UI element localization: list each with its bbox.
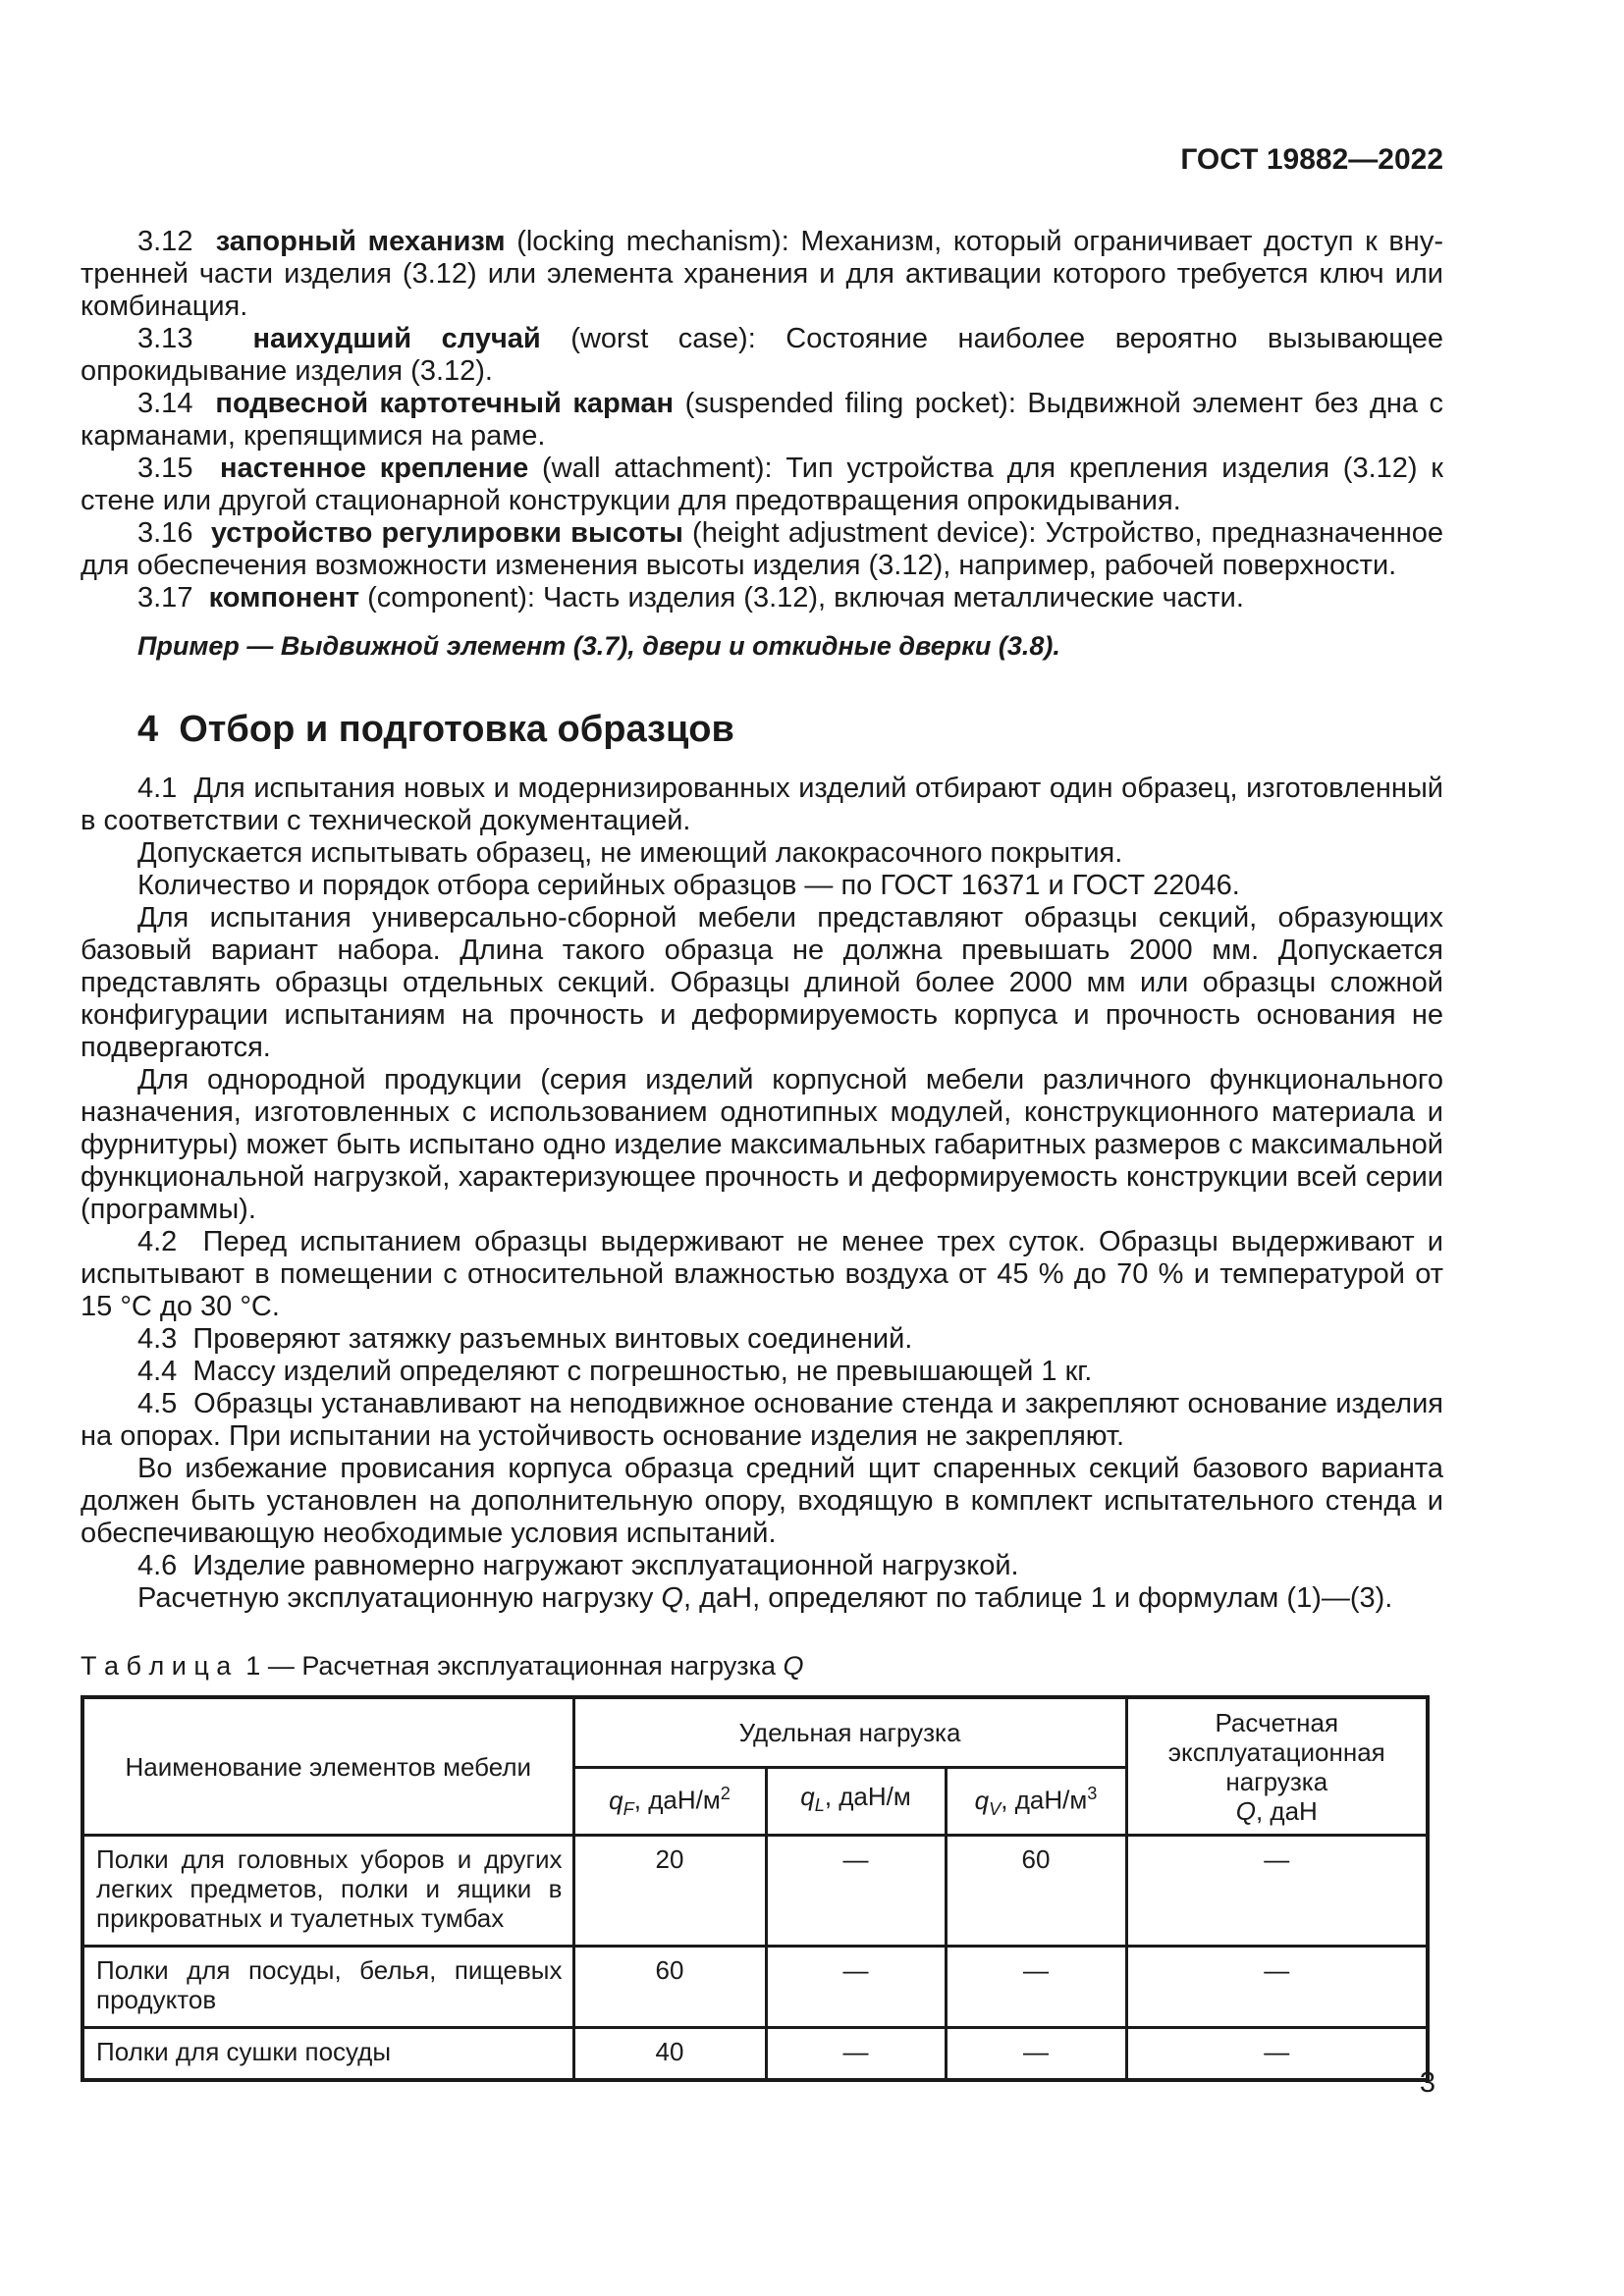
cell-ql-2: — (766, 1947, 946, 2028)
cell-q-3: — (1126, 2028, 1428, 2081)
paragraph-3-16: 3.16 устройство регулировки высоты (height adjustment device): Устройство, предназначенное для обеспечения возможности изменения высоты изделия (3.12), например, рабочей поверхности. (81, 517, 1443, 581)
col-header-specific-load-group: Удельная нагрузка (573, 1697, 1126, 1768)
cell-ql-1: — (766, 1836, 946, 1947)
table-row-shelves-drying (82, 2028, 1428, 2081)
paragraph-3-13: 3.13 наихудший случай (worst case): Состояние наиболее вероятно вызывающее опрокидывание изделия (3.12). (81, 323, 1443, 387)
paragraph-modular-furniture: Для испытания универсально-сборной мебели представляют образцы секций, образующих базовый вариант набора. Длина такого образца не должна превышать 2000 мм. Допускается представлять образцы отдельных секций. Образцы длиной более 2000 мм или образцы сложной конфигурации испытаниям на прочность и деформируемость корпуса и прочность основания не подвергаются. (81, 902, 1443, 1063)
col-header-qv-unit: $q_V$, даН/$м^3$ (946, 1768, 1126, 1836)
paragraph-4-1: 4.1 Для испытания новых и модернизированных изделий отбирают один образец, изготовленный в соответствии с технической документацией. (81, 773, 1443, 836)
cell-qv-2: — (946, 1947, 1126, 2028)
paragraph-serial-samples: Количество и порядок отбора серийных образцов — по ГОСТ 16371 и ГОСТ 22046. (137, 870, 1240, 901)
paragraph-design-load: Расчетную эксплуатационную нагрузку Q, даН, определяют по таблице 1 и формулам (1)—(3). (137, 1582, 1393, 1614)
paragraph-4-3: 4.3 Проверяют затяжку разъемных винтовых соединений. (137, 1323, 913, 1355)
cell-qf-1: 20 (573, 1836, 766, 1947)
col-header-ql-unit: $q_L$, даН/м (766, 1768, 946, 1836)
col-header-furniture-elements: Наименование элементов мебели (82, 1697, 573, 1836)
paragraph-3-17: 3.17 компонент (component): Часть изделия (3.12), включая металлические части. (137, 582, 1244, 614)
paragraph-allow-sample: Допускается испытывать образец, не имеющий лакокрасочного покрытия. (137, 837, 1123, 869)
design-load-table (81, 1695, 1430, 2082)
example-note: Пример — Выдвижной элемент (3.7), двери и откидные дверки (3.8). (137, 631, 1060, 661)
cell-q-1: — (1126, 1836, 1428, 1947)
cell-name-2: Полки для посуды, белья, пищевых продуктов (82, 1947, 573, 2028)
cell-qv-1: 60 (946, 1836, 1126, 1947)
cell-name-1: Полки для головных уборов и других легких предметов, полки и ящики в прикроватных и туалетных тумбах (82, 1836, 573, 1947)
paragraph-homogeneous-products: Для однородной продукции (серия изделий корпусной мебели различного функционального назначения, изготовленных с использованием однотипных модулей, конструкционного материала и фурнитуры) может быть испытано одно изделие максимальных габаритных размеров с максимальной функциональной нагрузкой, характеризующее прочность и деформируемость конструкции всей серии (программы). (81, 1064, 1443, 1225)
paragraph-3-15: 3.15 настенное крепление (wall attachment): Тип устройства для крепления изделия (3.12) к стене или другой стационарной конструкции для предотвращения опрокидывания. (81, 453, 1443, 516)
paragraph-4-5: 4.5 Образцы устанавливают на неподвижное основание стенда и закрепляют основание изделия на опорах. При испытании на устойчивость основание изделия не закрепляют. (81, 1388, 1443, 1452)
table-header-row-1 (82, 1697, 1428, 1768)
paragraph-4-4: 4.4 Массу изделий определяют с погрешностью, не превышающей 1 кг. (137, 1356, 1093, 1387)
cell-q-2: — (1126, 1947, 1428, 2028)
table-row-shelves-dishes (82, 1947, 1428, 2028)
paragraph-anti-sag: Во избежание провисания корпуса образца средний щит спаренных секций базового варианта должен быть установлен на дополнительную опору, входящую в комплект испытательного стенда и обеспечивающую необходимые условия испытаний. (81, 1453, 1443, 1549)
cell-qf-3: 40 (573, 2028, 766, 2081)
page-number: 3 (1419, 2067, 1435, 2099)
paragraph-4-6: 4.6 Изделие равномерно нагружают эксплуатационной нагрузкой. (137, 1550, 1019, 1581)
paragraph-3-14: 3.14 подвесной картотечный карман (suspended filing pocket): Выдвижной элемент без дна с карманами, крепящимися на раме. (81, 388, 1444, 452)
col-header-design-operational-load: Расчетная эксплуатационная нагрузка Q, даН (1126, 1697, 1428, 1836)
cell-qf-2: 60 (573, 1947, 766, 2028)
cell-name-3: Полки для сушки посуды (82, 2028, 573, 2081)
document-header-gost-number: ГОСТ 19882—2022 (1180, 143, 1443, 176)
paragraph-4-2: 4.2 Перед испытанием образцы выдерживают не менее трех суток. Образцы выдерживают и испытывают в помещении с относительной влажностью воздуха от 45 % до 70 % и температурой от 15 °С до 30 °С. (81, 1226, 1443, 1322)
section-4-heading: 4 Отбор и подготовка образцов (137, 709, 734, 750)
cell-ql-3: — (766, 2028, 946, 2081)
table-row-shelves-hats (82, 1836, 1428, 1947)
col-header-qf-unit: $q_F$, даН/$м^2$ (573, 1768, 766, 1836)
document-content (81, 0, 1443, 2082)
paragraph-3-12: 3.12 запорный механизм (locking mechanism): Механизм, который ограничивает доступ к внутренней части изделия (3.12) или элемента хранения и для активации которого требуется ключ или комбинация. (81, 226, 1443, 322)
cell-qv-3: — (946, 2028, 1126, 2081)
table-caption: Т а б л и ц а 1 — Расчетная эксплуатационная нагрузка Q (81, 1651, 804, 1681)
